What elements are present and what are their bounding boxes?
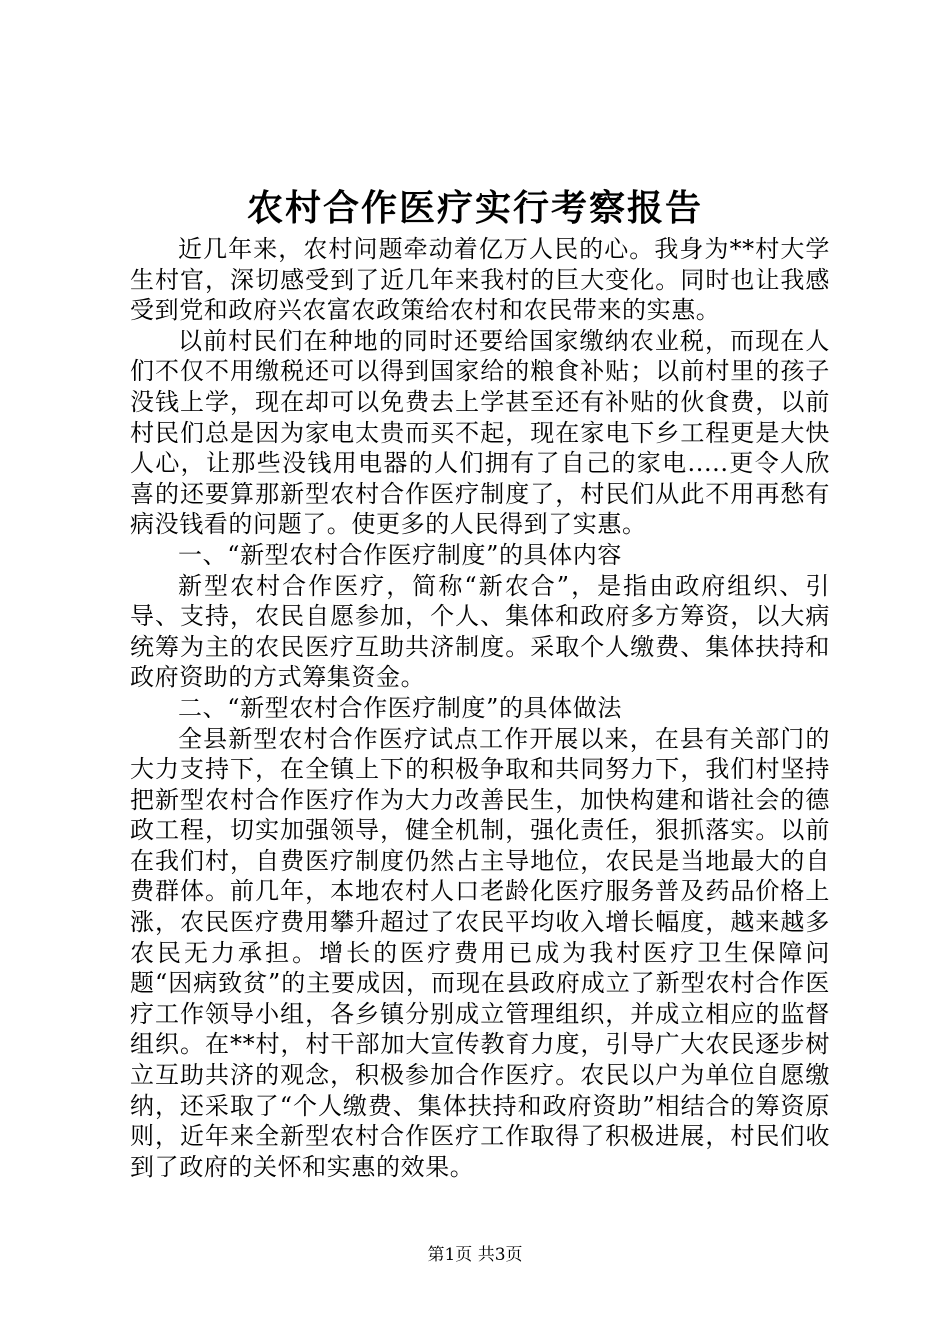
- document-body: [130, 234, 830, 1182]
- paragraph-intro: 近几年来，农村问题牵动着亿万人民的心。我身为**村大学生村官，深切感受到了近几年来我村的巨大变化。同时也让我感受到党和政府兴农富农政策给农村和农民带来的实惠。: [130, 235, 830, 325]
- paragraph-definition: 新型农村合作医疗，简称“新农合”，是指由政府组织、引导、支持，农民自愿参加，个人、集体和政府多方筹资，以大病统筹为主的农民医疗互助共济制度。采取个人缴费、集体扶持和政府资助的方式筹集资金。: [130, 571, 830, 692]
- section-heading-content: 一、“新型农村合作医疗制度”的具体内容: [178, 540, 622, 569]
- paragraph-changes: 以前村民们在种地的同时还要给国家缴纳农业税，而现在人们不仅不用缴税还可以得到国家给的粮食补贴；以前村里的孩子没钱上学，现在却可以免费去上学甚至还有补贴的伙食费，以前村民们总是因为家电太贵而买不起，现在家电下乡工程更是大快人心，让那些没钱用电器的人们拥有了自己的家电.....更令人欣喜的还要算那新型农村合作医疗制度了，村民们从此不用再愁有病没钱看的问题了。使更多的人民得到了实惠。: [130, 326, 830, 539]
- section-heading-practice: 二、“新型农村合作医疗制度”的具体做法: [178, 693, 622, 722]
- document-title: 农村合作医疗实行考察报告: [246, 187, 703, 229]
- page-number-footer: 第1页 共3页: [427, 1245, 523, 1265]
- paragraph-practice: 全县新型农村合作医疗试点工作开展以来，在县有关部门的大力支持下，在全镇上下的积极争取和共同努力下，我们村坚持把新型农村合作医疗作为大力改善民生，加快构建和谐社会的德政工程，切实加强领导，健全机制，强化责任，狠抓落实。以前在我们村，自费医疗制度仍然占主导地位，农民是当地最大的自费群体。前几年，本地农村人口老龄化医疗服务普及药品价格上涨，农民医疗费用攀升超过了农民平均收入增长幅度，越来越多农民无力承担。增长的医疗费用已成为我村医疗卫生保障问题“因病致贫”的主要成因，而现在县政府成立了新型农村合作医疗工作领导小组，各乡镇分别成立管理组织，并成立相应的监督组织。在**村，村干部加大宣传教育力度，引导广大农民逐步树立互助共济的观念，积极参加合作医疗。农民以户为单位自愿缴纳，还采取了“个人缴费、集体扶持和政府资助”相结合的筹资原则，近年来全新型农村合作医疗工作取得了积极进展，村民们收到了政府的关怀和实惠的效果。: [130, 724, 830, 1181]
